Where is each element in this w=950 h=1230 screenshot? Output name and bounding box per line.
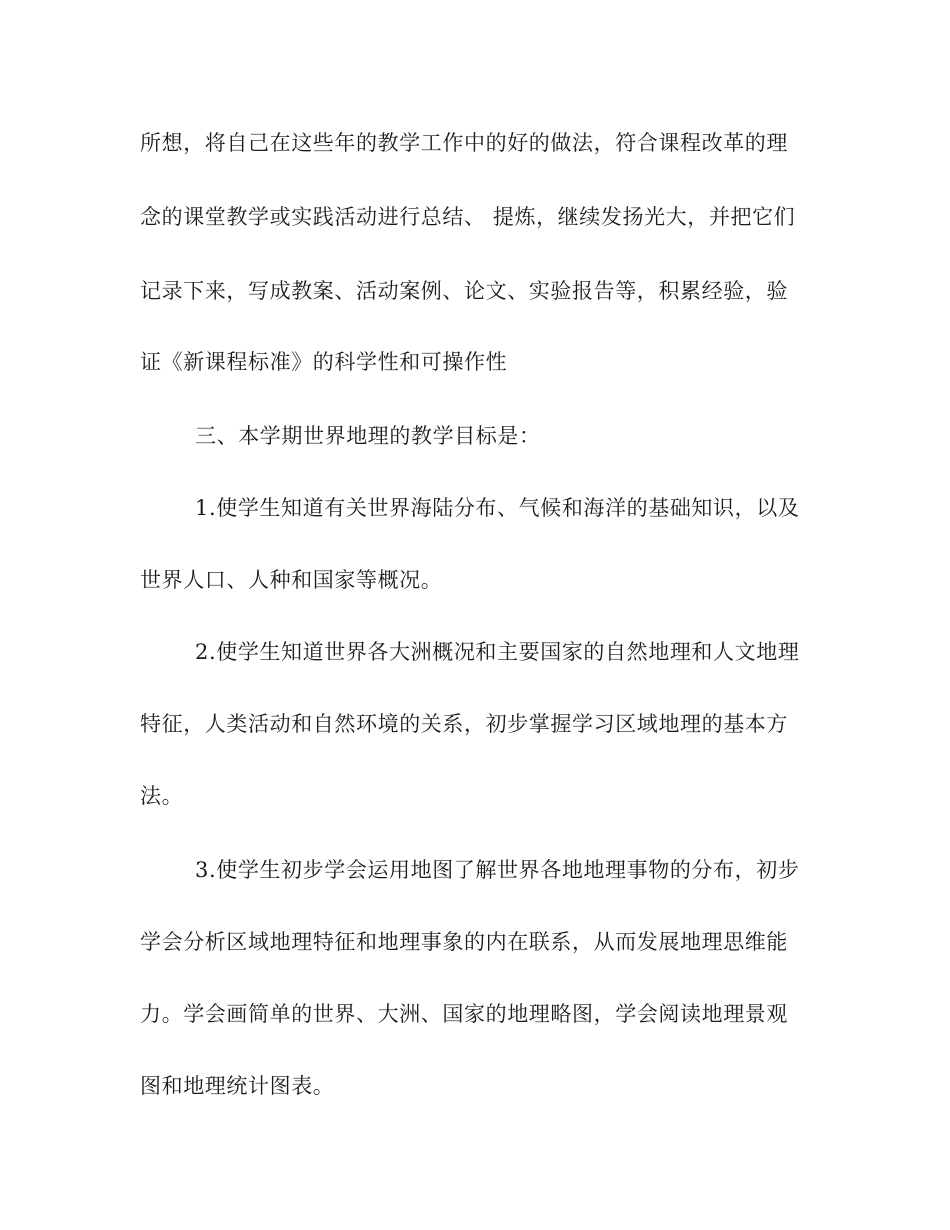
list-item-1-line: 1.使学生知道有关世界海陆分布、气候和海洋的基础知识，以及 <box>195 496 800 520</box>
paragraph-line: 念的课堂教学或实践活动进行总结、 提炼，继续发扬光大，并把它们 <box>140 205 796 229</box>
list-item-3-line: 图和地理统计图表。 <box>140 1074 335 1098</box>
list-item-2-line: 2.使学生知道世界各大洲概况和主要国家的自然地理和人文地理 <box>195 640 800 664</box>
list-item-2-line: 法。 <box>140 784 184 808</box>
list-item-3-line: 学会分析区域地理特征和地理事象的内在联系，从而发展地理思维能 <box>140 930 788 954</box>
list-item-1-line: 世界人口、人种和国家等概况。 <box>140 568 443 592</box>
paragraph-line: 证《新课程标准》的科学性和可操作性 <box>140 350 508 374</box>
section-heading: 三、本学期世界地理的教学目标是： <box>195 424 541 448</box>
paragraph-line: 记录下来，写成教案、活动案例、论文、实验报告等，积累经验，验 <box>140 279 788 303</box>
list-item-3-line: 力。学会画简单的世界、大洲、国家的地理略图，学会阅读地理景观 <box>140 1002 788 1026</box>
list-item-3-line: 3.使学生初步学会运用地图了解世界各地地理事物的分布，初步 <box>195 858 800 882</box>
list-item-2-line: 特征，人类活动和自然环境的关系，初步掌握学习区域地理的基本方 <box>140 712 788 736</box>
paragraph-line: 所想，将自己在这些年的教学工作中的好的做法，符合课程改革的理 <box>140 131 788 155</box>
